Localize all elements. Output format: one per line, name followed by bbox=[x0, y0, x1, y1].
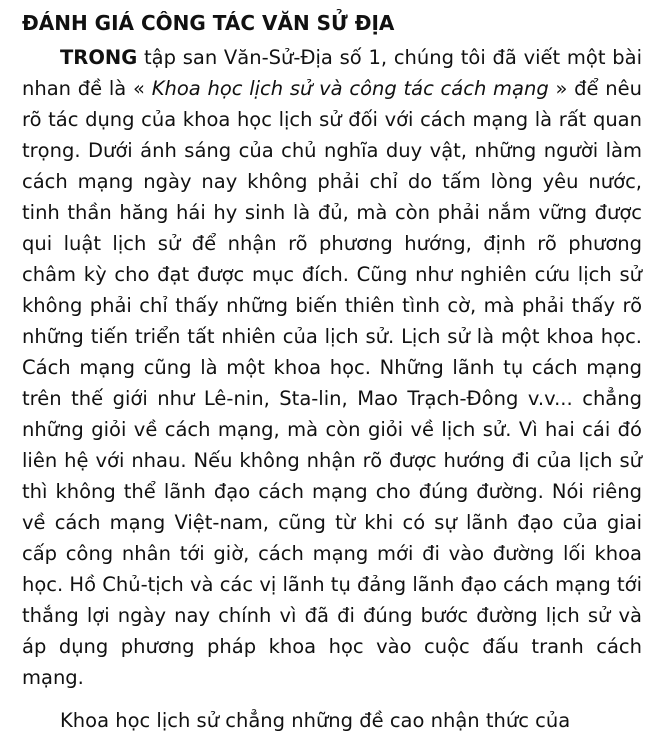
lead-word: TRONG bbox=[60, 46, 138, 69]
paragraph-1-text-after: » để nêu rõ tác dụng của khoa học lịch sử đối với cách mạng là rất quan trọng. Dưới ánh sáng của chủ nghĩa duy vật, những người làm cách mạng ngày nay không phải chỉ do tấm lòng yêu nước, tinh thần hăng hái hy sinh là đủ, mà còn phải nắm vững được qui luật lịch sử để nhận rõ phương hướng, định rõ phương châm kỳ cho đạt được mục đích. Cũng như nghiên cứu lịch sử không phải chỉ thấy những biến thiên tình cờ, mà phải thấy rõ những tiến triển tất nhiên của lịch sử. Lịch sử là một khoa học. Cách mạng cũng là một khoa học. Những lãnh tụ cách mạng trên thế giới như Lê-nin, Sta-lin, Mao Trạch-Đông v.v... chẳng những giỏi về cách mạng, mà còn giỏi về lịch sử. Vì hai cái đó liên hệ với nhau. Nếu không nhận rõ được hướng đi của lịch sử thì không thể lãnh đạo cách mạng cho đúng đường. Nói riêng về cách mạng Việt-nam, cũng từ khi có sự lãnh đạo của giai cấp công nhân tới giờ, cách mạng mới đi vào đường lối khoa học. Hồ Chủ-tịch và các vị lãnh tụ đảng lãnh đạo cách mạng tới thắng lợi ngày nay chính vì đã đi đúng bước đường lịch sử và áp dụng phương pháp khoa học vào cuộc đấu tranh cách mạng. bbox=[22, 77, 643, 689]
article-title-reference: Khoa học lịch sử và công tác cách mạng bbox=[151, 77, 549, 100]
document-page bbox=[22, 10, 642, 736]
paragraph-2: Khoa học lịch sử chẳng những đề cao nhận thức của bbox=[60, 709, 571, 732]
paragraph-1 bbox=[22, 42, 642, 693]
paragraph-1-text-before: tập san Văn-Sử-Địa số 1, chúng tôi đã viết một bài nhan đề là « bbox=[22, 46, 642, 100]
article-heading: ĐÁNH GIÁ CÔNG TÁC VĂN SỬ ĐỊA bbox=[22, 11, 395, 35]
